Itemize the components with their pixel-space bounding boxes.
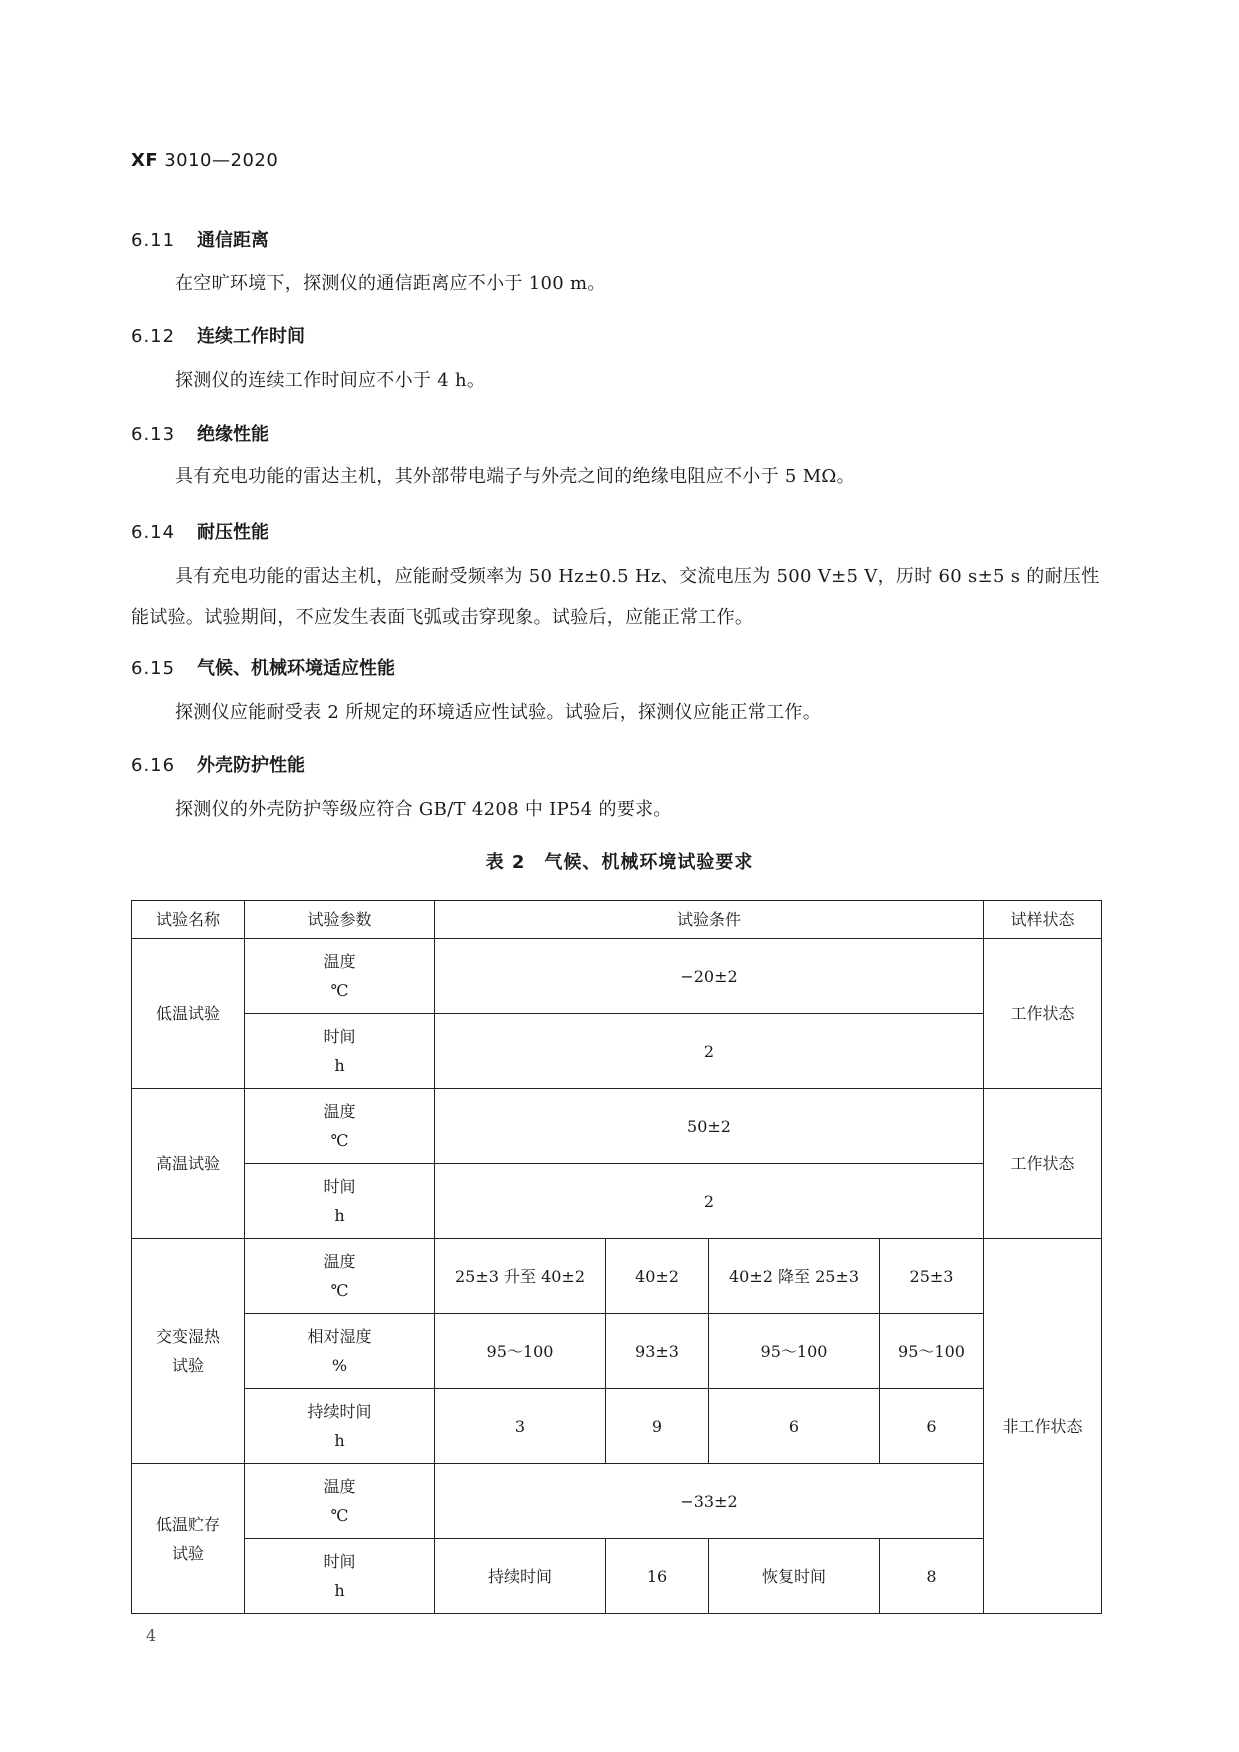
section-body-6-16: 探测仪的外壳防护等级应符合 GB/T 4208 中 IP54 的要求。: [175, 799, 672, 820]
section-body-6-15: 探测仪应能耐受表 2 所规定的环境适应性试验。试验后，探测仪应能正常工作。: [175, 702, 821, 723]
header-test-param: 试验参数: [245, 901, 435, 939]
condition-cell: 6: [880, 1389, 984, 1464]
standard-code: [131, 150, 278, 171]
condition-cell: 恢复时间: [709, 1539, 880, 1614]
section-heading-6-14: 6.14 耐压性能: [131, 522, 269, 543]
section-heading-6-16: 6.16 外壳防护性能: [131, 755, 305, 776]
section-heading-6-15: 6.15 气候、机械环境适应性能: [131, 658, 395, 679]
param-cell: 持续时间 h: [245, 1389, 435, 1464]
condition-cell: −33±2: [435, 1464, 984, 1539]
condition-cell: 93±3: [606, 1314, 709, 1389]
condition-cell: 2: [435, 1014, 984, 1089]
condition-cell: 40±2 降至 25±3: [709, 1239, 880, 1314]
header-sample-state: 试样状态: [984, 901, 1102, 939]
standard-prefix: XF: [131, 150, 159, 171]
param-cell: 温度 ℃: [245, 1464, 435, 1539]
param-cell: 时间 h: [245, 1164, 435, 1239]
section-body-6-12: 探测仪的连续工作时间应不小于 4 h。: [175, 370, 486, 391]
low-temp-test-name: 低温试验: [132, 939, 245, 1089]
table-row: [132, 1539, 1102, 1614]
table-row: [132, 1014, 1102, 1089]
low-storage-test-name: 低温贮存 试验: [132, 1464, 245, 1614]
param-cell: 相对湿度 %: [245, 1314, 435, 1389]
section-body-6-13: 具有充电功能的雷达主机，其外部带电端子与外壳之间的绝缘电阻应不小于 5 MΩ。: [175, 466, 855, 487]
header-test-condition: 试验条件: [435, 901, 984, 939]
table-row: [132, 939, 1102, 1014]
environment-test-table: [131, 900, 1102, 1614]
condition-cell: 95～100: [880, 1314, 984, 1389]
condition-cell: 6: [709, 1389, 880, 1464]
condition-cell: 16: [606, 1539, 709, 1614]
section-body-6-11: 在空旷环境下，探测仪的通信距离应不小于 100 m。: [175, 273, 606, 294]
table-row: [132, 1164, 1102, 1239]
section-heading-6-12: 6.12 连续工作时间: [131, 326, 305, 347]
table-row: [132, 1464, 1102, 1539]
table-header-row: [132, 901, 1102, 939]
condition-cell: 3: [435, 1389, 606, 1464]
condition-cell: 25±3 升至 40±2: [435, 1239, 606, 1314]
table-row: [132, 1089, 1102, 1164]
condition-cell: 9: [606, 1389, 709, 1464]
section-heading-6-13: 6.13 绝缘性能: [131, 424, 269, 445]
table-row: [132, 1314, 1102, 1389]
table-caption: 表 2 气候、机械环境试验要求: [485, 852, 754, 873]
high-temp-test-name: 高温试验: [132, 1089, 245, 1239]
table-row: [132, 1239, 1102, 1314]
table-row: [132, 1389, 1102, 1464]
condition-cell: 50±2: [435, 1089, 984, 1164]
state-cell: 非工作状态: [984, 1239, 1102, 1614]
section-body-6-14: 具有充电功能的雷达主机，应能耐受频率为 50 Hz±0.5 Hz、交流电压为 500 V±5 V，历时 60 s±5 s 的耐压性能试验。试验期间，不应发生表面飞弧或击穿现象。试验后，应能正常工作。: [131, 566, 1100, 628]
section-heading-6-11: 6.11 通信距离: [131, 230, 269, 251]
condition-cell: 25±3: [880, 1239, 984, 1314]
param-cell: 温度 ℃: [245, 1089, 435, 1164]
param-cell: 时间 h: [245, 1014, 435, 1089]
condition-cell: 95～100: [709, 1314, 880, 1389]
header-test-name: 试验名称: [132, 901, 245, 939]
condition-cell: 持续时间: [435, 1539, 606, 1614]
condition-cell: −20±2: [435, 939, 984, 1014]
standard-number: 3010—2020: [164, 150, 279, 171]
state-cell: 工作状态: [984, 939, 1102, 1089]
param-cell: 温度 ℃: [245, 1239, 435, 1314]
condition-cell: 2: [435, 1164, 984, 1239]
condition-cell: 8: [880, 1539, 984, 1614]
state-cell: 工作状态: [984, 1089, 1102, 1239]
condition-cell: 95～100: [435, 1314, 606, 1389]
page-number: 4: [146, 1626, 157, 1645]
condition-cell: 40±2: [606, 1239, 709, 1314]
param-cell: 时间 h: [245, 1539, 435, 1614]
damp-heat-test-name: 交变湿热 试验: [132, 1239, 245, 1464]
param-cell: 温度 ℃: [245, 939, 435, 1014]
